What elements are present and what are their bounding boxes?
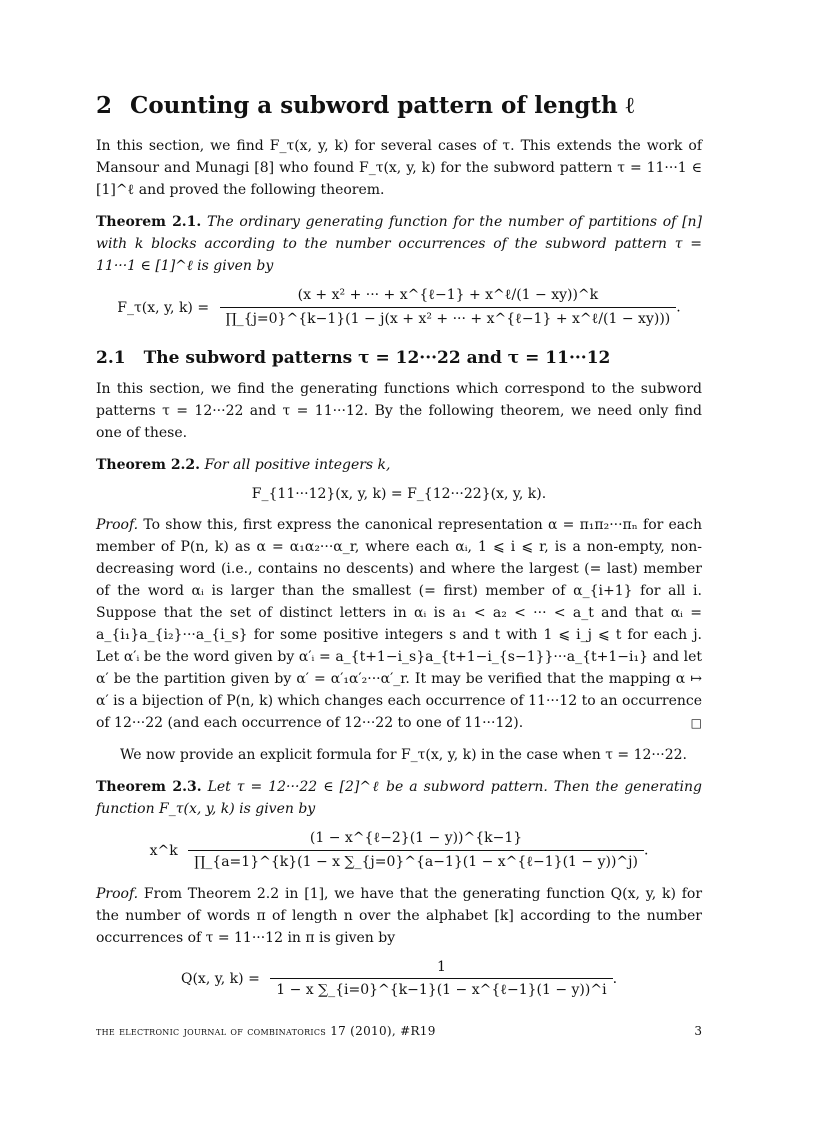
equation-q-denominator: 1 − x ∑_{i=0}^{k−1}(1 − x^{ℓ−1}(1 − y))^i	[276, 982, 607, 998]
equation-2-1-denominator: ∏_{j=0}^{k−1}(1 − j(x + x² + ··· + x^{ℓ−1} + x^ℓ/(1 − xy)))	[225, 311, 671, 327]
proof-2-body: From Theorem 2.2 in [1], we have that the generating function Q(x, y, k) for the number of words π of length n over the alphabet [k] according to the number occurrences of τ = 11···12 in π is given by	[96, 886, 703, 946]
equation-2-3-fraction	[188, 830, 644, 871]
journal-citation: the electronic journal of combinatorics 17 (2010), #R19	[96, 1024, 436, 1038]
qed-symbol: □	[690, 716, 702, 730]
page-footer	[96, 1024, 702, 1038]
proof-body: To show this, first express the canonical representation α = π₁π₂···πₙ for each member of P(n, k) as α = α₁α₂···α_r, where each αᵢ, 1 ⩽ i ⩽ r, is a non-empty, non-decreasing word (i.e., contains no descents) and where the largest (= last) member of the word αᵢ is larger than the smallest (= first) member of α_{i+1} for all i. Suppose that the set of distinct letters in αᵢ is a₁ < a₂ < ··· < a_t and that αᵢ = a_{i₁}a_{i₂}···a_{i_s} for some positive integers s and t with 1 ⩽ i_j ⩽ t for each j. Let α′ᵢ be the word given by α′ᵢ = a_{t+1−i_s}a_{t+1−i_{s−1}}···a_{t+1−i₁} and let α′ be the partition given by α′ = α′₁α′₂···α′_r. It may be verified that the mapping α ↦ α′ is a bijection of P(n, k) which changes each occurrence of 11···12 to an occurrence of 12···22 (and each occurrence of 12···22 to one of 11···12).	[96, 517, 703, 731]
equation-2-2: F_{11···12}(x, y, k) = F_{12···22}(x, y, k).	[251, 486, 547, 502]
equation-2-3-numerator: (1 − x^{ℓ−2}(1 − y))^{k−1}	[188, 830, 644, 851]
theorem-2-2-head: Theorem 2.2.	[96, 457, 201, 473]
section-title	[96, 92, 702, 119]
subsection-intro: In this section, we find the generating functions which correspond to the subword patterns τ = 12···22 and τ = 11···12. By the following theorem, we need only find one of these.	[96, 381, 702, 441]
proof-theorem-2-2	[96, 514, 702, 734]
equation-q-numerator: 1	[270, 959, 612, 979]
equation-2-3-lhs: x^k	[149, 842, 178, 859]
page-number: 3	[694, 1024, 702, 1038]
theorem-2-1	[96, 211, 702, 277]
subsection-title-text: The subword patterns τ = 12···22 and τ = 11···12	[143, 348, 611, 368]
theorem-2-1-head: Theorem 2.1.	[96, 214, 202, 230]
now-provide-paragraph: We now provide an explicit formula for F_τ(x, y, k) in the case when τ = 12···22.	[120, 747, 688, 763]
theorem-2-2-body: For all positive integers k,	[204, 457, 391, 473]
equation-2-1-fraction	[220, 287, 677, 328]
equation-2-3: x^k $\frac{\text{(1 − x\textasciicircum{}\{ℓ−2\}(1 − y))\textasciicircum{}\{k−1\}}}{\text{∏\_\{a=1\}\textasciicircum{}\{k\}(1 − x ∑\_\{j=0\}\textasciicircum{}\{a−1\}(1 − x\textasciicircum{}\{ℓ−1\}(1 − y))\textasciicircum{}j)}}$ .	[149, 830, 649, 870]
theorem-2-3-head: Theorem 2.3.	[96, 779, 202, 795]
section-number: 2	[96, 92, 113, 119]
equation-2-1: F_τ(x, y, k) = $\frac{\text{(x + x² + ··· + x\textasciicircum{}\{ℓ−1\} + x\textasciicircum{}ℓ/(1 − xy))\textasciicircum{}k}}{\text{∏\_\{j=0\}\textasciicircum{}\{k−1\}(1 − j(x + x² + ··· + x\textasciicircum{}\{ℓ−1\} + x\textasciicircum{}ℓ/(1 − xy)))}}$ .	[117, 287, 681, 327]
section-title-text: Counting a subword pattern of length ℓ	[130, 92, 635, 119]
subsection-number: 2.1	[96, 348, 126, 368]
equation-2-3-denominator: ∏_{a=1}^{k}(1 − x ∑_{j=0}^{a−1}(1 − x^{ℓ−1}(1 − y))^j)	[194, 854, 638, 870]
equation-q-lhs: Q(x, y, k) =	[180, 971, 260, 987]
equation-2-1-numerator: (x + x² + ··· + x^{ℓ−1} + x^ℓ/(1 − xy))^k	[220, 287, 677, 308]
proof-2-head: Proof.	[96, 886, 139, 902]
equation-q: Q(x, y, k) = $\frac{1}{\text{1 − x ∑\_\{i=0\}\textasciicircum{}\{k−1\}(1 − x\textasciicircum{}\{ℓ−1\}(1 − y))\textasciicircum{}i}}$ .	[180, 959, 618, 998]
theorem-2-2	[96, 454, 702, 476]
theorem-2-3-body: Let τ = 12···22 ∈ [2]^ℓ be a subword pattern. Then the generating function F_τ(x, y, k) is given by	[96, 779, 703, 817]
subsection-title	[96, 348, 702, 368]
proof-head: Proof.	[96, 517, 139, 533]
theorem-2-1-body: The ordinary generating function for the number of partitions of [n] with k blocks according to the number occurrences of the subword pattern τ = 11···1 ∈ [1]^ℓ is given by	[96, 214, 703, 274]
equation-2-1-lhs: F_τ(x, y, k) =	[117, 299, 210, 316]
section-intro: In this section, we find F_τ(x, y, k) for several cases of τ. This extends the work of Mansour and Munagi [8] who found F_τ(x, y, k) for the subword pattern τ = 11···1 ∈ [1]^ℓ and proved the following theorem.	[96, 138, 702, 198]
proof-theorem-2-3	[96, 883, 702, 949]
theorem-2-3	[96, 776, 702, 820]
paper-page	[96, 92, 702, 1011]
equation-q-fraction	[270, 959, 612, 999]
